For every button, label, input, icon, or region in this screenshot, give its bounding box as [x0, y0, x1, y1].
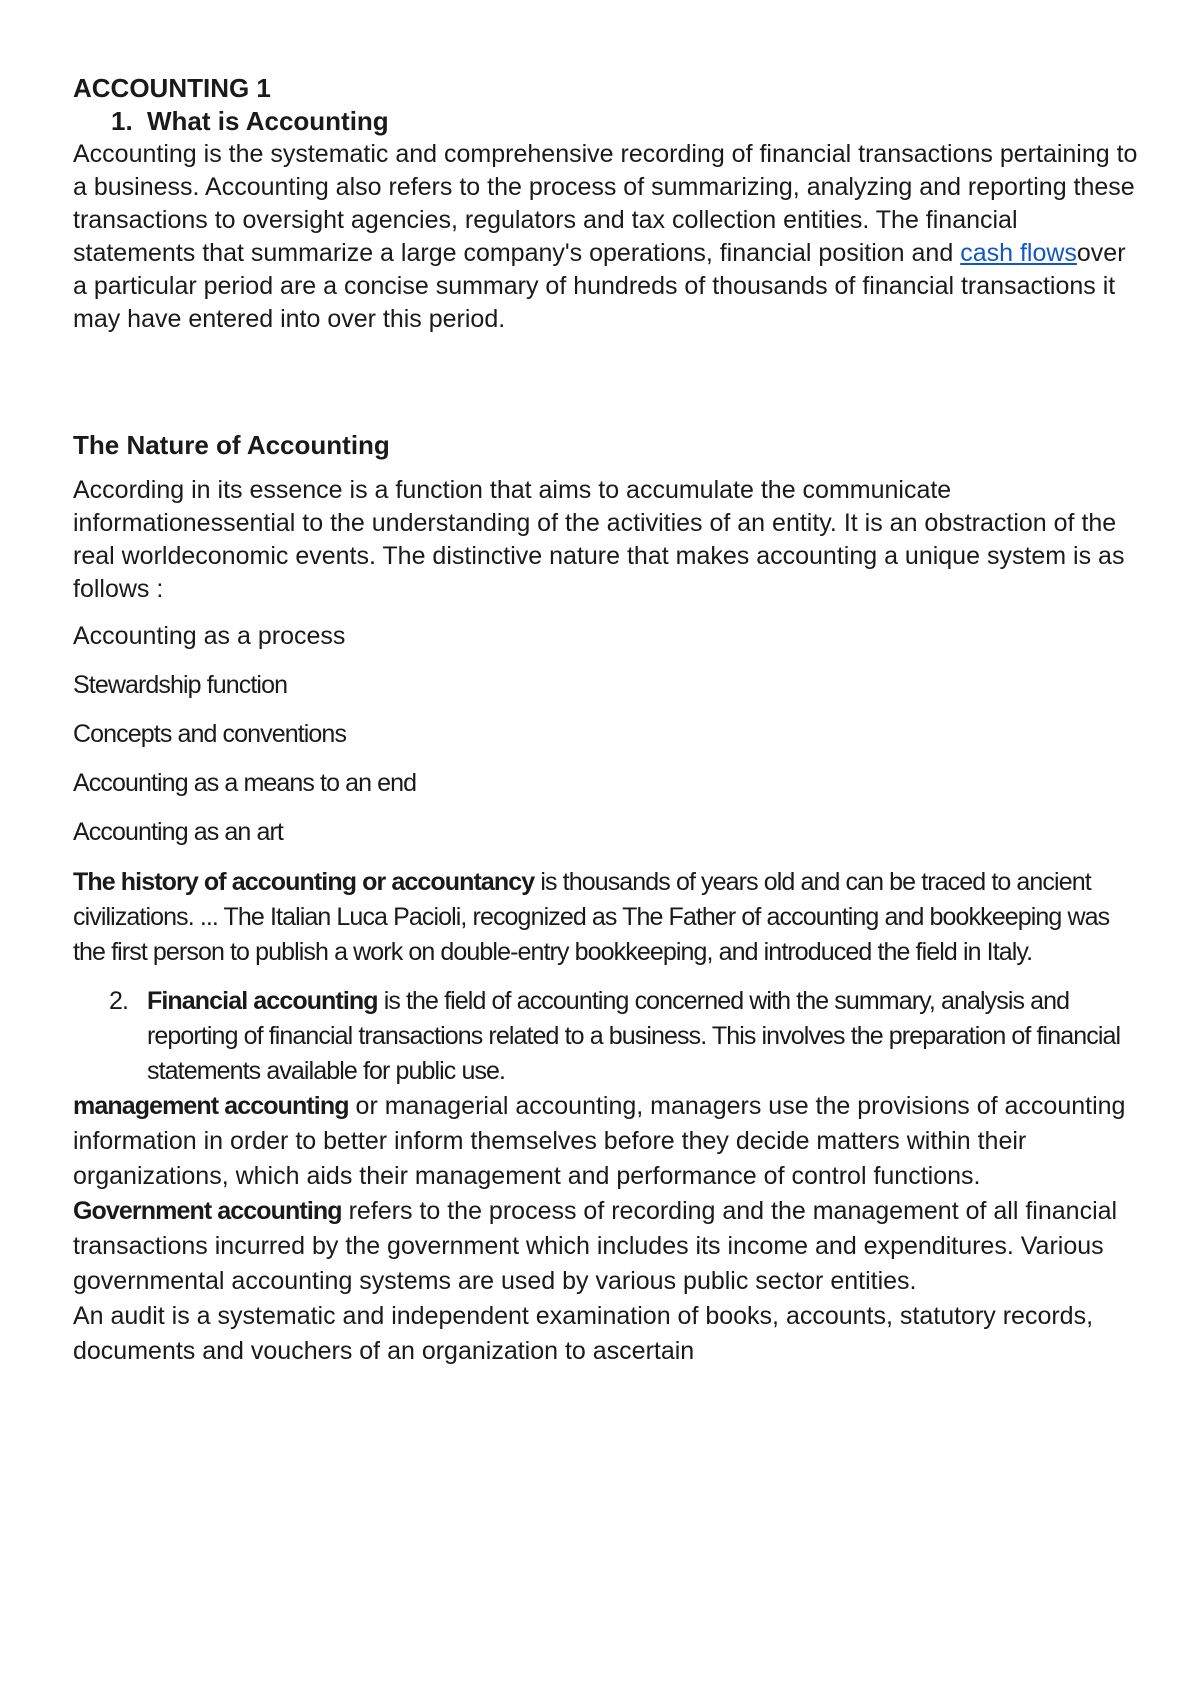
paragraph-management-accounting: [73, 1089, 1140, 1194]
document-title: ACCOUNTING 1: [73, 73, 271, 103]
management-text: or managerial accounting, managers use the provisions of accounting information in order to better inform themselves before they decide matters within their organizations, which aids their management and performance of control functions.: [73, 1092, 1126, 1190]
nature-item: Stewardship function: [73, 671, 288, 699]
government-text: refers to the process of recording and the management of all financial transactions incurred by the government which includes its income and expenditures. Various governmental accounting systems are used by various public sector entities.: [73, 1197, 1118, 1295]
nature-item: Accounting as an art: [73, 818, 283, 846]
list-number: 1.: [111, 106, 133, 136]
heading-text: What is Accounting: [147, 106, 389, 136]
government-bold: Government accounting: [73, 1197, 342, 1225]
list-item-2: [109, 984, 1140, 1089]
section-heading-nature: The Nature of Accounting: [73, 430, 390, 460]
paragraph-audit: An audit is a systematic and independent examination of books, accounts, statutory records, documents and vouchers of an organization to ascertain: [73, 1302, 1094, 1365]
financial-bold: Financial accounting: [147, 987, 378, 1015]
paragraph-financial-accounting: [147, 984, 1140, 1089]
financial-text: is the field of accounting concerned with the summary, analysis and reporting of financial transactions related to a business. This involves the preparation of financial statements available for public use.: [147, 987, 1121, 1085]
list-number: 2.: [109, 987, 129, 1015]
management-bold: management accounting: [73, 1092, 349, 1120]
cash-flows-link[interactable]: cash flows: [960, 239, 1077, 267]
paragraph-text-cont: over a particular period are a concise summary of hundreds of thousands of financial transactions it may have entered into over this period.: [73, 239, 1126, 333]
section-heading-what-is-accounting: [111, 105, 1140, 138]
paragraph-history: [73, 865, 1140, 970]
nature-item: Concepts and conventions: [73, 720, 347, 748]
nature-item: Accounting as a process: [73, 622, 346, 650]
history-text: is thousands of years old and can be traced to ancient civilizations. ... The Italian Luca Pacioli, recognized as The Father of accounting and bookkeeping was the first person to publish a work on double-entry bookkeeping, and introduced the field in Italy.: [73, 868, 1110, 966]
paragraph-what-is-accounting: [73, 138, 1140, 336]
nature-item: Accounting as a means to an end: [73, 769, 417, 797]
paragraph-government-accounting: [73, 1194, 1140, 1299]
paragraph-nature: According in its essence is a function that aims to accumulate the communicate informationessential to the understanding of the activities of an entity. It is an obstraction of the real worldeconomic events. The distinctive nature that makes accounting a unique system is as follows :: [73, 476, 1125, 603]
history-bold: The history of accounting or accountancy: [73, 868, 535, 896]
paragraph-text: Accounting is the systematic and comprehensive recording of financial transactions pertaining to a business. Accounting also refers to the process of summarizing, analyzing and reporting these transactions to oversight agencies, regulators and tax collection entities. The financial statements that summarize a large company's operations, financial position and: [73, 140, 1138, 267]
